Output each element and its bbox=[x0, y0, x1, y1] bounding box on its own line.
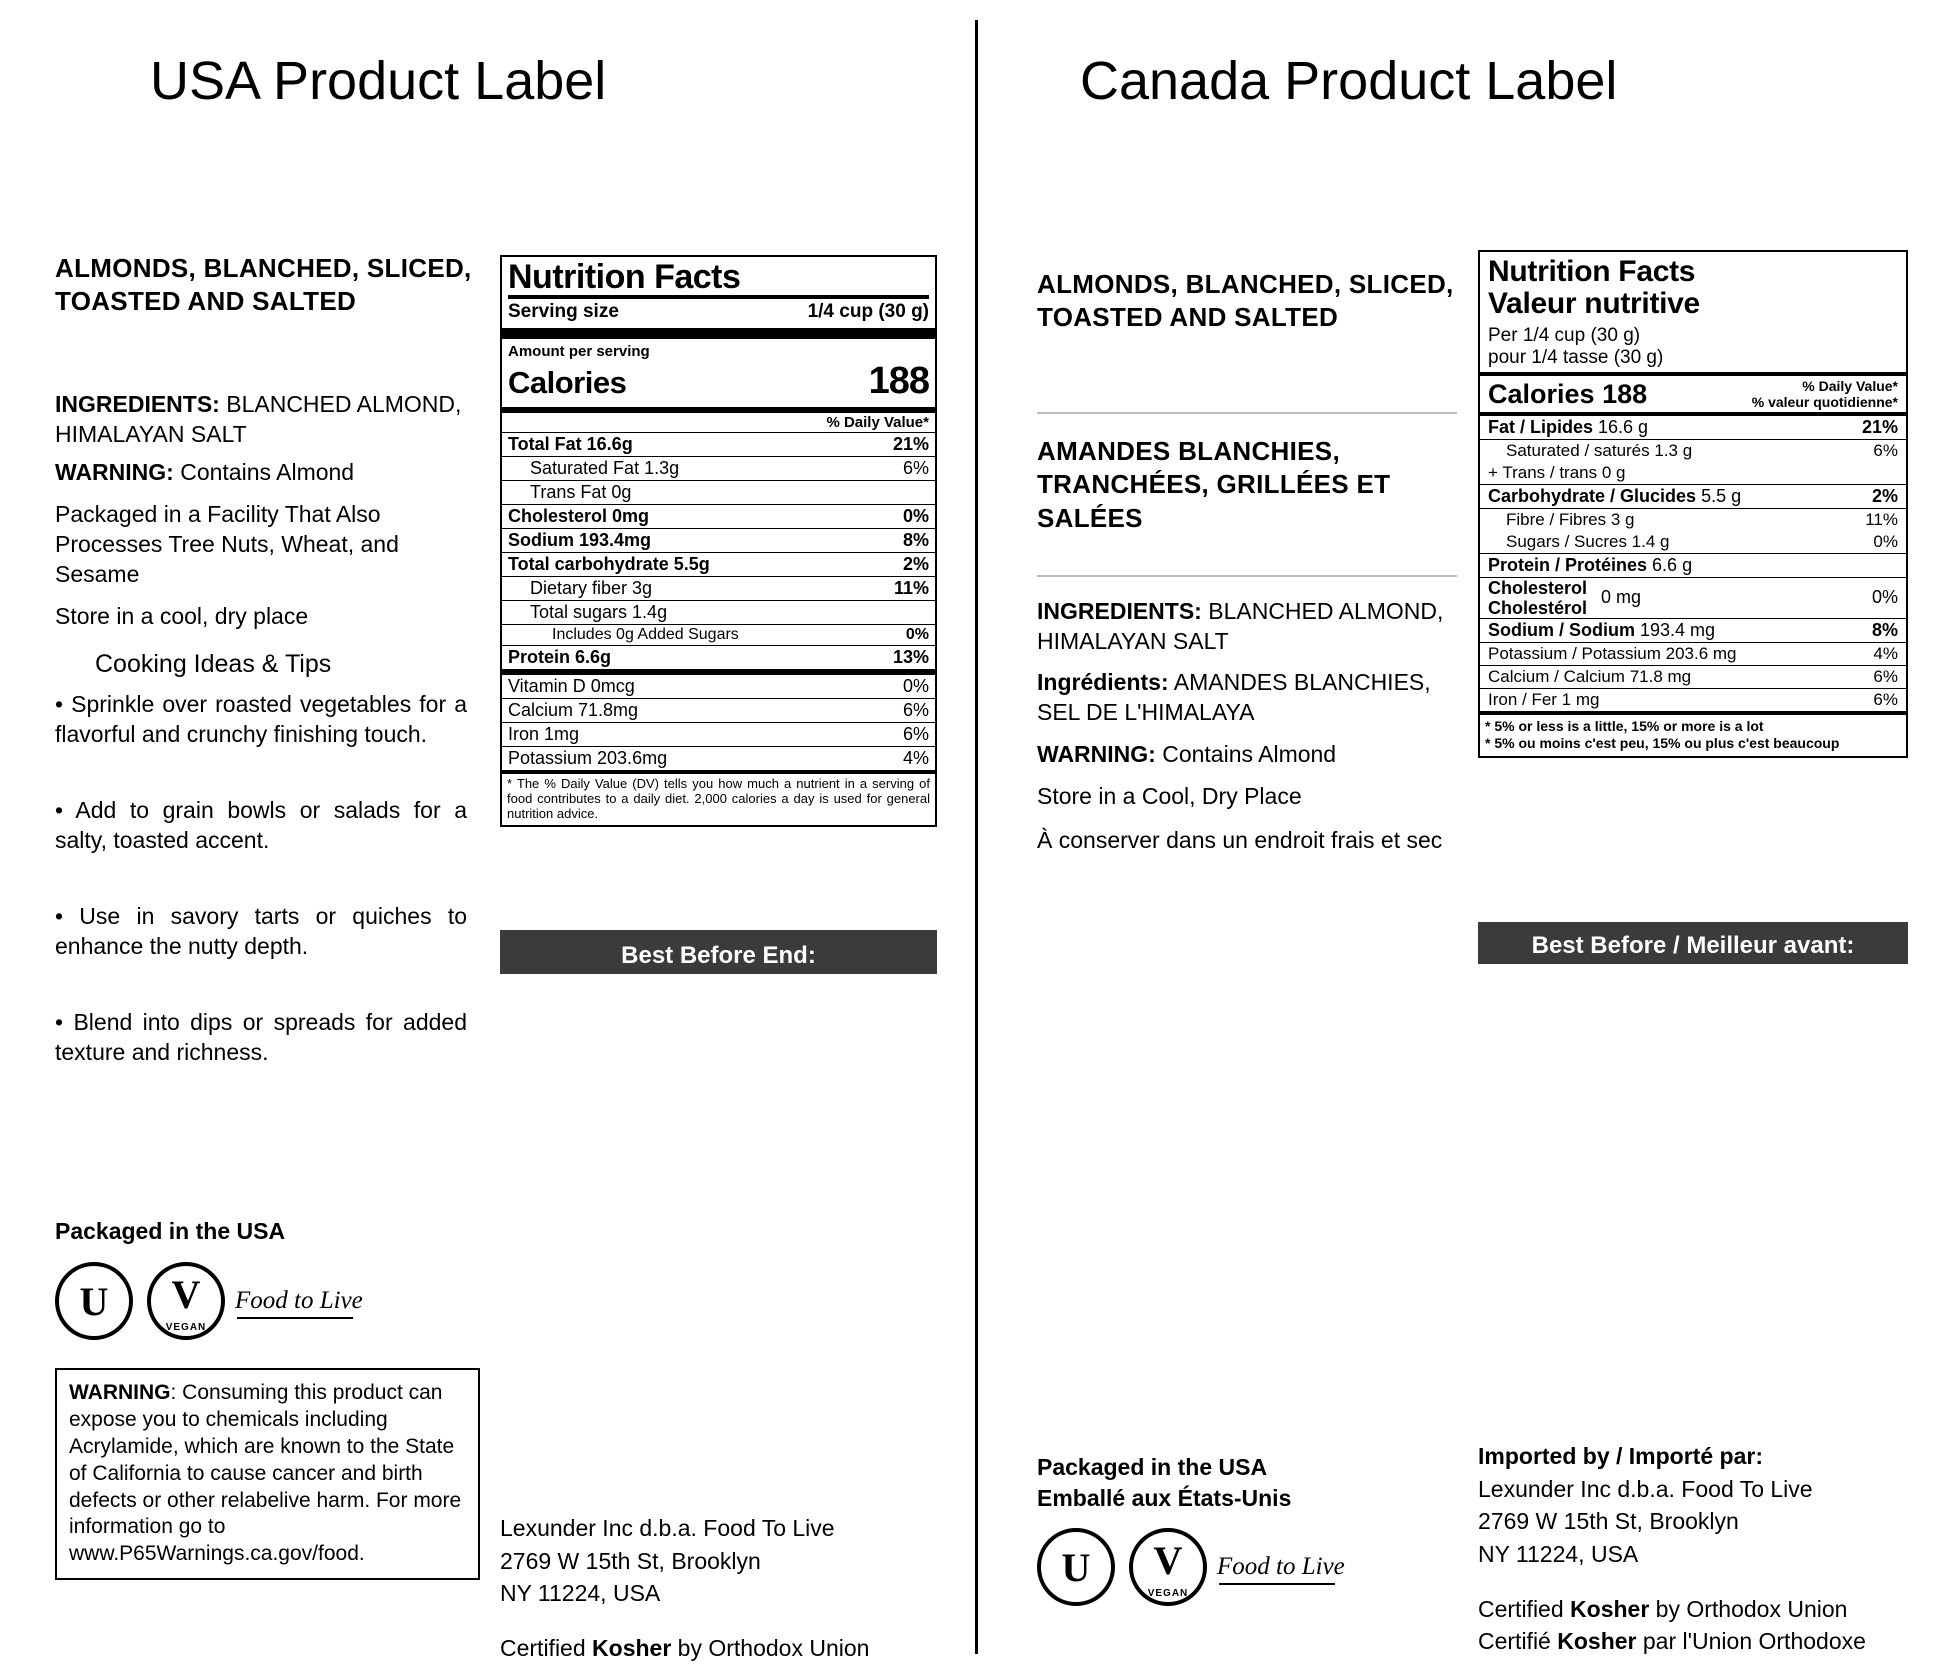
usa-product-name: ALMONDS, BLANCHED, SLICED, TOASTED AND SALTED bbox=[55, 253, 472, 317]
usa-calories-value: 188 bbox=[868, 360, 929, 402]
canada-kosher-en-bold: Kosher bbox=[1570, 1595, 1650, 1622]
usa-sugars-label: Total sugars 1.4g bbox=[530, 602, 668, 622]
usa-added-sugars-dv: 0% bbox=[905, 626, 929, 643]
usa-calcium-dv: 6% bbox=[902, 700, 929, 720]
vegan-seal-icon bbox=[1129, 1528, 1207, 1606]
canada-sodium-label: Sodium / Sodium 193.4 mg bbox=[1488, 620, 1716, 641]
canada-per-fr: pour 1/4 tasse (30 g) bbox=[1488, 347, 1664, 369]
usa-kosher-statement bbox=[500, 1632, 930, 1665]
usa-warning-label: WARNING: bbox=[55, 459, 174, 485]
usa-tip-1: • Sprinkle over roasted vegetables for a flavorful and crunchy finishing touch. bbox=[55, 691, 467, 747]
canada-certification-seals bbox=[1037, 1528, 1345, 1606]
usa-calcium-label: Calcium 71.8mg bbox=[508, 700, 639, 720]
usa-total-fat-label: Total Fat 16.6g bbox=[508, 434, 633, 454]
usa-tip-4: • Blend into dips or spreads for added texture and richness. bbox=[55, 1009, 467, 1065]
canada-nutrient-row bbox=[1488, 619, 1898, 642]
canada-calories-value: 188 bbox=[1602, 378, 1648, 409]
usa-facility-statement: Packaged in a Facility That Also Processes Tree Nuts, Wheat, and Sesame bbox=[55, 501, 399, 587]
vegan-seal-label: VEGAN bbox=[165, 1322, 207, 1333]
canada-nutrient-row bbox=[1488, 485, 1898, 508]
canada-iron-dv: 6% bbox=[1873, 690, 1898, 710]
usa-nutrient-row bbox=[508, 553, 929, 576]
usa-fiber-label: Dietary fiber 3g bbox=[530, 578, 653, 598]
canada-nutrient-row bbox=[1488, 531, 1898, 553]
usa-kosher-pre: Certified bbox=[500, 1634, 593, 1661]
canada-dv-en: % Daily Value* bbox=[1802, 377, 1898, 394]
canada-kosher-fr-post: par l'Union Orthodoxe bbox=[1636, 1628, 1866, 1655]
canada-nutrient-row bbox=[1488, 509, 1898, 531]
canada-nfp-title-en: Nutrition Facts bbox=[1488, 255, 1696, 288]
canada-protein-label: Protein / Protéines 6.6 g bbox=[1488, 554, 1693, 575]
canada-carb-dv: 2% bbox=[1871, 485, 1898, 506]
usa-nfp-footnote: * The % Daily Value (DV) tells you how much a nutrient in a serving of food contributes to a daily diet. 2,000 calories a day is used for general nutrition advice. bbox=[507, 776, 930, 821]
usa-ingredients bbox=[55, 390, 475, 450]
canada-ingredients-text-en: BLANCHED ALMOND, HIMALAYAN SALT bbox=[1037, 598, 1444, 654]
canada-per-en: Per 1/4 cup (30 g) bbox=[1488, 324, 1641, 346]
usa-nutrient-row bbox=[508, 601, 929, 624]
canada-storage-fr: À conserver dans un endroit frais et sec bbox=[1037, 827, 1443, 853]
canada-best-before-bar: Best Before / Meilleur avant: bbox=[1478, 922, 1908, 964]
usa-nutrition-facts-panel bbox=[500, 255, 937, 827]
usa-warning-text: Contains Almond bbox=[173, 459, 355, 485]
canada-rule-1 bbox=[1037, 412, 1457, 414]
usa-added-sugars-label: Includes 0g Added Sugars bbox=[552, 626, 739, 643]
canada-fibre-dv: 11% bbox=[1865, 509, 1898, 529]
canada-product-name-fr: AMANDES BLANCHIES, TRANCHÉES, GRILLÉES ET SALÉES bbox=[1037, 436, 1391, 533]
usa-vitamin-row bbox=[508, 723, 929, 746]
canada-sugars-dv: 0% bbox=[1873, 531, 1898, 551]
usa-tip-2: • Add to grain bowls or salads for a salty, toasted accent. bbox=[55, 797, 467, 853]
usa-nutrient-row bbox=[508, 505, 929, 528]
usa-best-before-bar: Best Before End: bbox=[500, 930, 937, 974]
canada-ingredients-text-fr: AMANDES BLANCHIES, SEL DE L'HIMALAYA bbox=[1037, 669, 1431, 725]
canada-cholesterol-dv: 0% bbox=[1871, 587, 1898, 608]
canada-nutrient-row bbox=[1488, 440, 1898, 462]
canada-cholesterol-value: 0 mg bbox=[1601, 587, 1642, 608]
usa-nutrient-row bbox=[508, 433, 929, 456]
canada-cholesterol-label: Cholesterol Cholestérol bbox=[1488, 577, 1588, 618]
usa-cholesterol-dv: 0% bbox=[902, 506, 929, 526]
usa-protein-dv: 13% bbox=[892, 647, 929, 667]
canada-address-line-1: Lexunder Inc d.b.a. Food To Live bbox=[1478, 1475, 1813, 1502]
canada-kosher-fr-bold: Kosher bbox=[1557, 1628, 1637, 1655]
canada-potassium-dv: 4% bbox=[1873, 644, 1898, 664]
canada-ingredients-label-en: INGREDIENTS: bbox=[1037, 598, 1202, 624]
usa-vitamin-d-dv: 0% bbox=[902, 676, 929, 696]
canada-storage-en: Store in a Cool, Dry Place bbox=[1037, 783, 1302, 809]
usa-trans-fat-label: Trans Fat 0g bbox=[530, 482, 632, 502]
usa-ingredients-text: BLANCHED ALMOND, HIMALAYAN SALT bbox=[55, 391, 462, 447]
canada-warning-label: WARNING: bbox=[1037, 741, 1156, 767]
usa-company-address bbox=[500, 1512, 930, 1665]
canada-potassium-label: Potassium / Potassium 203.6 mg bbox=[1488, 644, 1737, 664]
usa-tips-title: Cooking Ideas & Tips bbox=[95, 650, 332, 678]
canada-nutrient-row bbox=[1488, 643, 1898, 665]
canada-address-line-2: 2769 W 15th St, Brooklyn bbox=[1478, 1508, 1739, 1535]
canada-sat-dv: 6% bbox=[1873, 440, 1898, 460]
canada-packaged-statement bbox=[1037, 1452, 1291, 1514]
usa-total-carb-label: Total carbohydrate 5.5g bbox=[508, 554, 710, 574]
usa-serving-size-label: Serving size bbox=[508, 301, 619, 322]
canada-footnote-en: * 5% or less is a little, 15% or more is a lot bbox=[1485, 718, 1764, 735]
usa-potassium-dv: 4% bbox=[902, 748, 929, 768]
canada-nfp-footnote bbox=[1480, 715, 1906, 756]
vegan-seal-icon bbox=[147, 1262, 225, 1340]
usa-sat-fat-dv: 6% bbox=[902, 458, 929, 478]
usa-dv-header: % Daily Value* bbox=[826, 414, 929, 431]
canada-panel-title: Canada Product Label bbox=[1080, 51, 1618, 111]
usa-fiber-dv: 11% bbox=[893, 578, 929, 598]
usa-vitamin-row bbox=[508, 675, 929, 698]
usa-vitamin-row bbox=[508, 699, 929, 722]
canada-ingredients-en bbox=[1037, 597, 1467, 657]
canada-product-name-en: ALMONDS, BLANCHED, SLICED, TOASTED AND SALTED bbox=[1037, 269, 1454, 333]
canada-ingredients-label-fr: Ingrédients: bbox=[1037, 669, 1169, 695]
usa-ingredients-label: INGREDIENTS: bbox=[55, 391, 220, 417]
canada-fibre-label: Fibre / Fibres 3 g bbox=[1506, 509, 1635, 529]
usa-protein-label: Protein 6.6g bbox=[508, 647, 612, 667]
canada-packaged-line-2: Emballé aux États-Unis bbox=[1037, 1485, 1292, 1512]
usa-potassium-label: Potassium 203.6mg bbox=[508, 748, 668, 768]
usa-nfp-title: Nutrition Facts bbox=[508, 258, 741, 296]
canada-nutrient-row bbox=[1488, 416, 1898, 439]
canada-nutrient-row bbox=[1488, 689, 1898, 711]
usa-address-line-2: 2769 W 15th St, Brooklyn bbox=[500, 1547, 761, 1574]
canada-rule-2 bbox=[1037, 575, 1457, 577]
vegan-seal-label: VEGAN bbox=[1147, 1588, 1189, 1599]
vegan-v-letter: V bbox=[1153, 1537, 1183, 1583]
prop65-text: : Consuming this product can expose you to chemicals including Acrylamide, which are known to the State of California to cause cancer and birth defects or other relabelive harm. For more information go to www.P65Warnings.ca.gov/food. bbox=[69, 1381, 462, 1566]
usa-address-line-3: NY 11224, USA bbox=[500, 1580, 661, 1607]
usa-nutrient-row bbox=[508, 646, 929, 669]
canada-kosher-en bbox=[1478, 1593, 1918, 1626]
usa-calories-label: Calories bbox=[508, 365, 627, 400]
vegan-v-letter: V bbox=[171, 1271, 201, 1317]
usa-address-line-1: Lexunder Inc d.b.a. Food To Live bbox=[500, 1515, 835, 1541]
canada-kosher-en-pre: Certified bbox=[1478, 1595, 1571, 1622]
prop65-label: WARNING bbox=[69, 1381, 171, 1404]
usa-total-fat-dv: 21% bbox=[892, 434, 929, 454]
usa-packaged-in-usa: Packaged in the USA bbox=[55, 1218, 286, 1244]
usa-allergen-warning bbox=[55, 458, 475, 488]
canada-calcium-dv: 6% bbox=[1873, 667, 1898, 687]
canada-fat-dv: 21% bbox=[1861, 416, 1898, 437]
usa-sodium-label: Sodium 193.4mg bbox=[508, 530, 652, 550]
canada-calcium-label: Calcium / Calcium 71.8 mg bbox=[1488, 667, 1692, 687]
usa-iron-label: Iron 1mg bbox=[508, 724, 580, 744]
kosher-u-letter: U bbox=[79, 1278, 109, 1324]
canada-sat-label: Saturated / saturés 1.3 g bbox=[1506, 440, 1693, 460]
usa-nutrient-row bbox=[508, 481, 929, 504]
canada-nutrient-row bbox=[1488, 666, 1898, 688]
usa-nutrient-row bbox=[508, 457, 929, 480]
canada-sodium-dv: 8% bbox=[1871, 620, 1898, 641]
canada-fat-label: Fat / Lipides 16.6 g bbox=[1488, 416, 1649, 437]
usa-kosher-post: by Orthodox Union bbox=[671, 1634, 870, 1661]
usa-sodium-dv: 8% bbox=[902, 530, 929, 550]
canada-calories bbox=[1488, 379, 1647, 410]
usa-kosher-bold: Kosher bbox=[592, 1634, 672, 1661]
usa-sat-fat-label: Saturated Fat 1.3g bbox=[530, 458, 680, 478]
usa-iron-dv: 6% bbox=[902, 724, 929, 744]
canada-importer-block bbox=[1478, 1440, 1918, 1658]
canada-nutrition-facts-panel bbox=[1478, 250, 1908, 758]
canada-sugars-label: Sugars / Sucres 1.4 g bbox=[1506, 531, 1670, 551]
canada-dv-header bbox=[1752, 378, 1898, 410]
usa-total-carb-dv: 2% bbox=[902, 554, 929, 574]
food-to-live-logo: Food to Live bbox=[1217, 1553, 1345, 1580]
usa-nutrient-row bbox=[508, 529, 929, 552]
canada-address-line-3: NY 11224, USA bbox=[1478, 1540, 1639, 1567]
canada-packaged-line-1: Packaged in the USA bbox=[1037, 1454, 1268, 1480]
canada-trans-label: + Trans / trans 0 g bbox=[1488, 462, 1626, 482]
usa-certification-seals bbox=[55, 1262, 363, 1340]
canada-kosher-fr bbox=[1478, 1625, 1918, 1658]
kosher-u-letter: U bbox=[1061, 1544, 1091, 1590]
canada-nutrient-row bbox=[1488, 554, 1898, 577]
usa-vitamin-d-label: Vitamin D 0mcg bbox=[508, 676, 635, 696]
prop65-warning-box bbox=[55, 1368, 480, 1580]
usa-serving-size-value: 1/4 cup (30 g) bbox=[807, 301, 929, 322]
canada-iron-label: Iron / Fer 1 mg bbox=[1488, 690, 1600, 710]
canada-importer-title: Imported by / Importé par: bbox=[1478, 1443, 1763, 1469]
canada-ingredients-fr bbox=[1037, 668, 1477, 728]
canada-dv-fr: % valeur quotidienne* bbox=[1751, 393, 1898, 410]
panel-divider bbox=[975, 20, 978, 1654]
usa-amount-per-serving-label: Amount per serving bbox=[508, 343, 650, 360]
kosher-u-seal-icon bbox=[55, 1262, 133, 1340]
canada-kosher-fr-pre: Certifié bbox=[1478, 1628, 1558, 1655]
canada-nutrient-row bbox=[1488, 462, 1898, 484]
canada-calories-label: Calories bbox=[1488, 378, 1595, 409]
usa-cholesterol-label: Cholesterol 0mg bbox=[508, 506, 650, 526]
usa-storage: Store in a cool, dry place bbox=[55, 603, 309, 629]
kosher-u-seal-icon bbox=[1037, 1528, 1115, 1606]
food-to-live-logo: Food to Live bbox=[235, 1287, 363, 1314]
usa-tip-3: • Use in savory tarts or quiches to enhance the nutty depth. bbox=[55, 903, 467, 959]
canada-warning-text: Contains Almond bbox=[1155, 741, 1337, 767]
canada-allergen-warning bbox=[1037, 740, 1467, 770]
usa-nutrient-row bbox=[508, 625, 929, 645]
canada-nfp-title-fr: Valeur nutritive bbox=[1488, 287, 1700, 321]
usa-nutrient-row bbox=[508, 577, 929, 600]
canada-kosher-en-post: by Orthodox Union bbox=[1649, 1595, 1848, 1622]
usa-vitamin-row bbox=[508, 747, 929, 770]
usa-panel-title: USA Product Label bbox=[150, 51, 607, 111]
canada-footnote-fr: * 5% ou moins c'est peu, 15% ou plus c'est beaucoup bbox=[1485, 734, 1840, 751]
canada-carb-label: Carbohydrate / Glucides 5.5 g bbox=[1488, 485, 1742, 506]
